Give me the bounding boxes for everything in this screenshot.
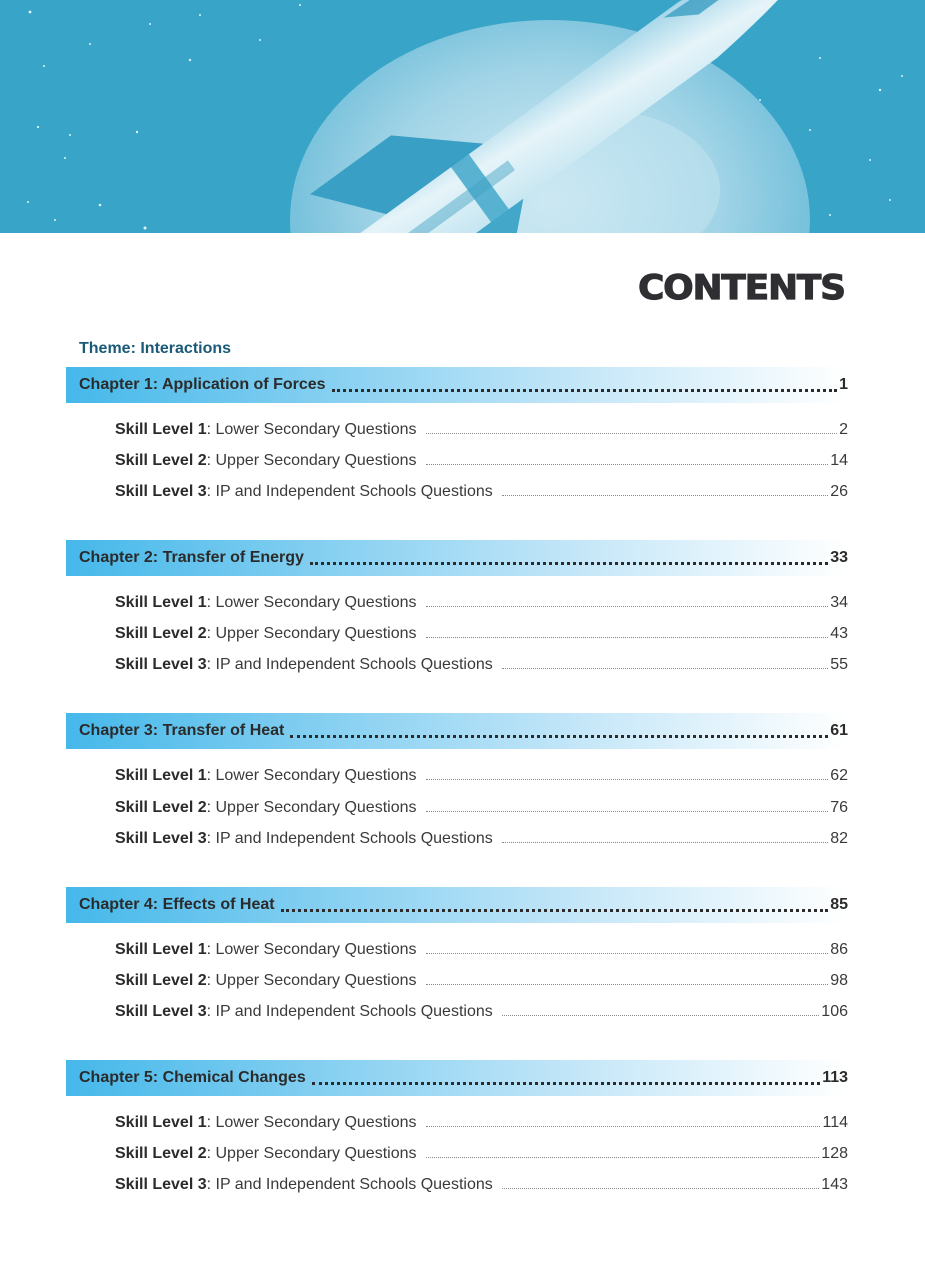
page-number: 86 — [830, 941, 848, 958]
chapter-5-skill-2-entry[interactable] — [115, 1139, 848, 1163]
page-number: 61 — [830, 722, 848, 739]
skill-level-label: Skill Level 2 — [115, 452, 207, 469]
chapter-3-skill-3-entry[interactable] — [115, 824, 848, 848]
chapter-4-skill-2-entry[interactable] — [115, 966, 848, 990]
chapter-4-entry[interactable] — [66, 887, 848, 923]
dot-leader — [502, 667, 828, 669]
chapter-title: Chapter 3: Transfer of Heat — [79, 722, 285, 739]
skill-level-label: Skill Level 2 — [115, 799, 207, 816]
page-number: 76 — [830, 799, 848, 816]
dot-leader — [312, 1068, 820, 1085]
skill-description: : Upper Secondary Questions — [206, 625, 417, 642]
dot-leader — [310, 548, 828, 565]
skill-level-label: Skill Level 1 — [115, 421, 207, 438]
skill-description: : Upper Secondary Questions — [206, 972, 417, 989]
dot-leader — [426, 778, 829, 780]
skill-description: : Lower Secondary Questions — [206, 941, 417, 958]
page-number: 143 — [821, 1176, 848, 1193]
page-number: 82 — [830, 830, 848, 847]
chapter-5-skill-1-entry[interactable] — [115, 1108, 848, 1132]
chapter-1-skill-3-entry[interactable] — [115, 477, 848, 501]
rocket-moon-illustration — [0, 0, 925, 233]
chapter-1-skill-1-entry[interactable] — [115, 415, 848, 439]
skill-description: : Upper Secondary Questions — [206, 452, 417, 469]
dot-leader — [332, 375, 838, 392]
chapter-title: Chapter 4: Effects of Heat — [79, 896, 275, 913]
page-number: 43 — [830, 625, 848, 642]
page-title: CONTENTS — [638, 268, 845, 308]
skill-description: : Lower Secondary Questions — [206, 767, 417, 784]
dot-leader — [502, 494, 828, 496]
skill-description: : IP and Independent Schools Questions — [206, 1003, 493, 1020]
chapter-5-skill-3-entry[interactable] — [115, 1170, 848, 1194]
skill-description: : Upper Secondary Questions — [206, 799, 417, 816]
skill-description: : Lower Secondary Questions — [206, 421, 417, 438]
skill-level-label: Skill Level 2 — [115, 1145, 207, 1162]
skill-level-label: Skill Level 3 — [115, 1176, 207, 1193]
chapter-4-skill-3-entry[interactable] — [115, 997, 848, 1021]
dot-leader — [426, 605, 829, 607]
dot-leader — [502, 841, 828, 843]
skill-level-label: Skill Level 3 — [115, 483, 207, 500]
header-banner-image — [0, 0, 925, 233]
dot-leader — [426, 1156, 820, 1158]
skill-description: : Lower Secondary Questions — [206, 1114, 417, 1131]
dot-leader — [281, 895, 829, 912]
chapter-2-skill-3-entry[interactable] — [115, 650, 848, 674]
chapter-2-skill-1-entry[interactable] — [115, 588, 848, 612]
chapter-1-skill-2-entry[interactable] — [115, 446, 848, 470]
dot-leader — [426, 1125, 821, 1127]
skill-level-label: Skill Level 1 — [115, 767, 207, 784]
page-number: 55 — [830, 656, 848, 673]
skill-level-label: Skill Level 1 — [115, 1114, 207, 1131]
chapter-title: Chapter 1: Application of Forces — [79, 376, 326, 393]
skill-level-label: Skill Level 1 — [115, 594, 207, 611]
page-number: 113 — [822, 1069, 848, 1086]
page-number: 85 — [830, 896, 848, 913]
page-number: 114 — [822, 1114, 848, 1131]
chapter-3-entry[interactable] — [66, 713, 848, 749]
dot-leader — [426, 463, 829, 465]
dot-leader — [426, 636, 829, 638]
chapter-2-entry[interactable] — [66, 540, 848, 576]
skill-level-label: Skill Level 3 — [115, 1003, 207, 1020]
skill-description: : Lower Secondary Questions — [206, 594, 417, 611]
skill-level-label: Skill Level 3 — [115, 830, 207, 847]
page-number: 34 — [830, 594, 848, 611]
dot-leader — [426, 432, 838, 434]
chapter-4-skill-1-entry[interactable] — [115, 935, 848, 959]
skill-description: : IP and Independent Schools Questions — [206, 830, 493, 847]
skill-level-label: Skill Level 3 — [115, 656, 207, 673]
page-number: 128 — [821, 1145, 848, 1162]
chapter-2-skill-2-entry[interactable] — [115, 619, 848, 643]
skill-description: : IP and Independent Schools Questions — [206, 656, 493, 673]
chapter-5-entry[interactable] — [66, 1060, 848, 1096]
page-number: 98 — [830, 972, 848, 989]
page-number: 14 — [830, 452, 848, 469]
page-number: 62 — [830, 767, 848, 784]
dot-leader — [290, 721, 828, 738]
page-number: 2 — [839, 421, 848, 438]
skill-level-label: Skill Level 1 — [115, 941, 207, 958]
skill-description: : IP and Independent Schools Questions — [206, 483, 493, 500]
chapter-3-skill-2-entry[interactable] — [115, 793, 848, 817]
page-number: 26 — [830, 483, 848, 500]
chapter-title: Chapter 5: Chemical Changes — [79, 1069, 306, 1086]
skill-description: : Upper Secondary Questions — [206, 1145, 417, 1162]
page-number: 1 — [839, 376, 848, 393]
chapter-title: Chapter 2: Transfer of Energy — [79, 549, 304, 566]
dot-leader — [502, 1014, 820, 1016]
skill-level-label: Skill Level 2 — [115, 972, 207, 989]
dot-leader — [426, 983, 829, 985]
page-number: 33 — [830, 549, 848, 566]
skill-level-label: Skill Level 2 — [115, 625, 207, 642]
theme-heading: Theme: Interactions — [79, 340, 232, 357]
dot-leader — [426, 952, 829, 954]
dot-leader — [426, 810, 829, 812]
skill-description: : IP and Independent Schools Questions — [206, 1176, 493, 1193]
dot-leader — [502, 1187, 820, 1189]
chapter-3-skill-1-entry[interactable] — [115, 761, 848, 785]
chapter-1-entry[interactable] — [66, 367, 848, 403]
page-number: 106 — [821, 1003, 848, 1020]
